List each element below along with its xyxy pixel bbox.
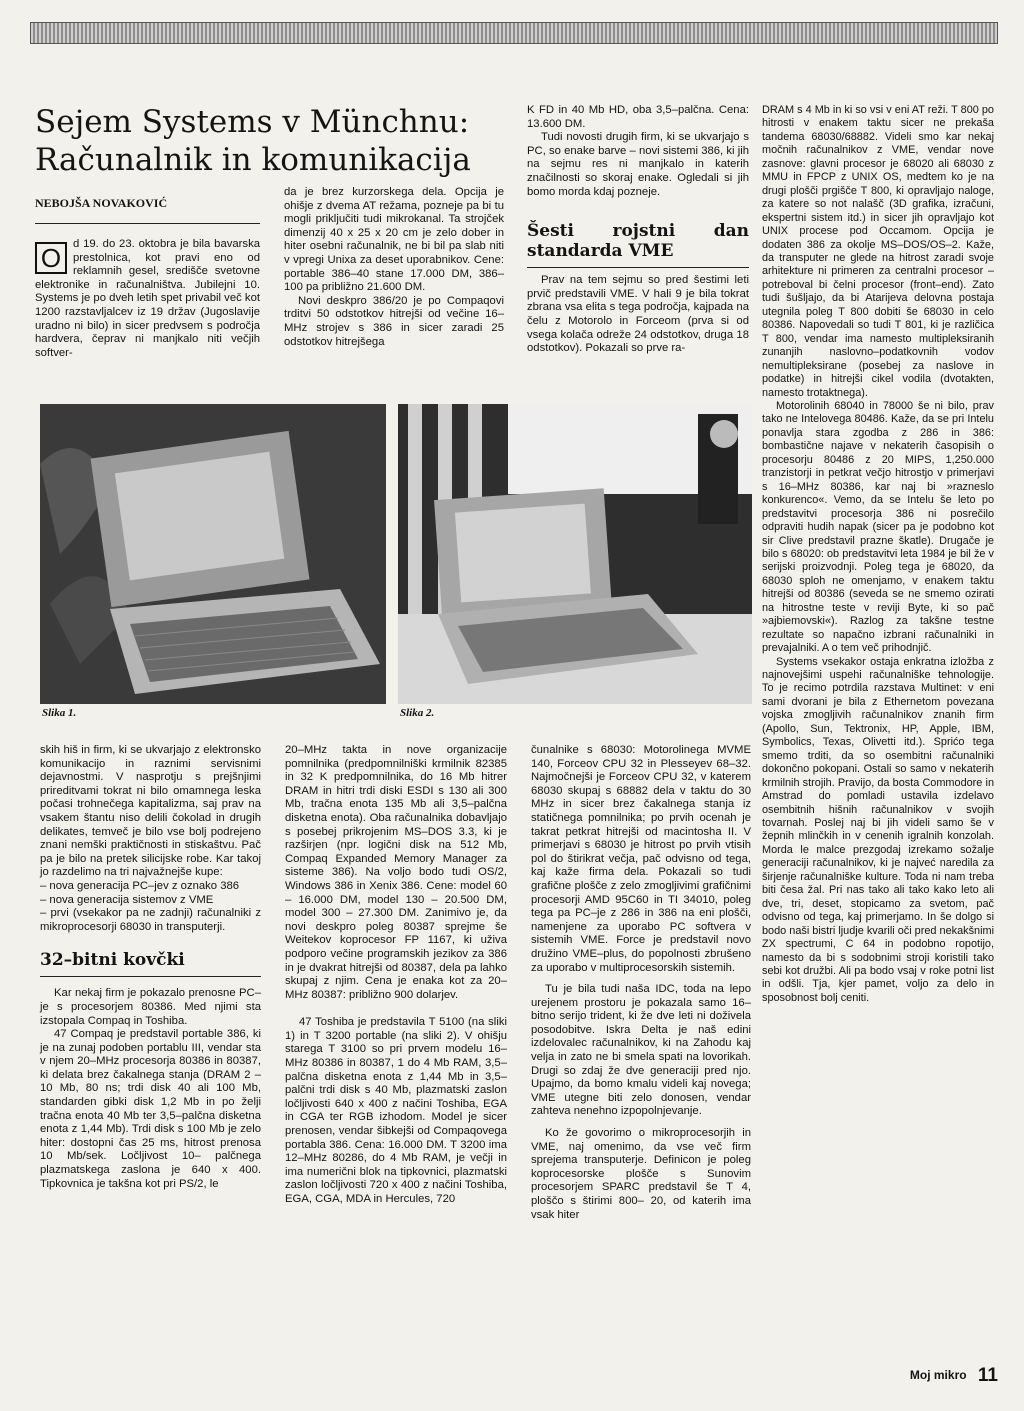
caption-figure-1: Slika 1. (42, 707, 77, 719)
page-number: 11 (977, 1365, 998, 1386)
list-item: – prvi (vsekakor pa ne zadnji) računalniki z mikroprocesorji 68030 in transputerji. (40, 907, 261, 933)
bottom-column-1 (40, 744, 261, 1191)
article-title (35, 103, 495, 179)
intro-paragraph: d 19. do 23. oktobra je bila bavarska prestolnica, kot pravi eno od reklamnih gesel, središče svetovne elektronike in računalništva. Jubilejni 10. Systems je po dveh letih spet privabil več kot 1200 razstavljalcev iz 19 držav (Jugoslavije uradno ni bilo) in sicer predvsem s področja hardvera, čeprav ni manjkalo niti večjih softver- (35, 238, 260, 359)
bottom-col1-paragraph-2: Kar nekaj firm je pokazalo prenosne PC–je s procesorjem 80386. Med njimi sta izstopala Compaq in Toshiba. (40, 987, 261, 1027)
bottom-col3-paragraph-1: čunalnike s 68030: Motorolinega MVME 140, Forceov CPU 32 in Plesseyev 68–32. Najmočnejši je Forceov CPU 32, v katerem 68030 skupaj s 68882 dela v taktu do 30 MHz in sicer brez čakalnega stanja iz statičnega pomnilnika; po prvih ocenah je takrat petkrat hitrejši od macintosha II. V primerjavi s 68030 je hitrost po prvih vtisih pol do štirikrat večja, pač odvisno od tega, kaj kaže firma dela. Pokazali so tudi grafične plošče z zelo zmogljivimi grafičnimi procesorji AMD 95C60 in TI 34010, poleg tega pa PC–je z 286 in 386 na eni plošči, namenjene za uporabo PC softvera v sistemih VME. Force je predstavil novo družino VME–plus, do popolnosti zbrušeno za uporabo v multiprocesorskih sistemih. (531, 744, 751, 974)
subheading-vme: Šesti rojstni dan standarda VME (527, 221, 749, 268)
column-4 (762, 104, 994, 1005)
bottom-column-3 (531, 744, 751, 1222)
photo-toshiba-t5100 (40, 404, 386, 704)
col3-paragraph-2: Tudi novosti drugih firm, ki se ukvarjajo s PC, so enake barve – novi sistemi 386, ki jih na sejmu res ni manjkalo in katerih značilnosti so skoraj enake. Ogledali si jih bomo morda kdaj pozneje. (527, 131, 749, 198)
list-item: – nova generacija PC–jev z oznako 386 (40, 879, 240, 892)
bottom-column-2 (285, 744, 507, 1207)
bottom-col1-paragraph-3: 47 Compaq je predstavil portable 386, ki je na zunaj podoben portablu III, vendar sta v njem 20–MHz procesorja 80386 in 80387, ki delata brez čakalnega stanja (DRAM 2 – 10 Mb, 80 ns; trdi disk 40 ali 100 Mb, standarden gibki disk 1,2 Mb in po želji tračna enota 40 Mb ter 3,5–palčna disketna enota z 1,44 Mb). Trdi disk s 100 Mb je zelo hiter: dostopni čas 25 ms, hitrost prenosa 10 Mb/sek. Ločljivost 10– palčnega plazmatskega zaslona je 640 x 400. Tipkovnica je takšna kot pri PS/2, le (40, 1028, 261, 1190)
decorative-top-bar (30, 22, 998, 44)
author-byline: NEBOJŠA NOVAKOVIĆ (35, 196, 260, 224)
category-list (40, 880, 261, 934)
laptop-illustration-1 (40, 404, 386, 704)
bottom-col3-paragraph-3: Ko že govorimo o mikroprocesorjih in VME, naj omenimo, da vse več firm sprejema transputerje. Definicon je poleg koprocesorske plošče s Sunovim procesorjem SPARC predstavil še T 4, ploščo s štirimi 800– 20, od katerih ima vsak hiter (531, 1127, 751, 1221)
subheading-32bit: 32–bitni kovčki (40, 950, 261, 977)
col3-paragraph-3: Prav na tem sejmu so pred šestimi leti prvič predstavili VME. V hali 9 je bila tokrat zbrana vsa elita s tega področja, kajpada na čelu z Motorolo in Forceom (prva si od vsega kolača odreže 24 odstotkov, druga 18 odstotkov). Pokazali so prve ra- (527, 274, 749, 355)
intro-column-1 (35, 238, 260, 360)
col4-paragraph-1: DRAM s 4 Mb in ki so vsi v eni AT reži. T 800 po hitrosti v enakem taktu sicer ne prekaša tandema 68030/68882. Videli smo kar nekaj močnih računalnikov z VME, vendar nove zasnove: glavni procesor je 68020 ali 68030 z MMU in FPCP z UNIX OS, medtem ko je na drugi plošči prgišče T 800, ki opravljajo naloge, za katere so not nalašč (3D grafika, izračuni, ekspertni sistem itd.) in sicer jih opravljajo kot UNIX procese pod Occamom. Opcija je dodaten 386 za okolje MS–DOS/OS–2. Kaže, da transputer ne glede na hitrost zaradi svoje arhitekture ni primeren za centralni procesor – potreboval bi čelni procesor (front–end). Zato tudi šušljajo, da bi Atarijeva delovna postaja utegnila poleg T 800 dobiti še 68030 in celo 80386. Napovedali so tudi T 801, ki je različica T 800, vendar ima namesto multipleksiranih zunanjih naslovno–podatkovnih vodov nemultipleksirane (posebej za naslove in podatke) in hitrejši cikel vodila (dvotakten, namesto trotaktnega). (762, 104, 994, 399)
col4-paragraph-2: Motorolinih 68040 in 78000 še ni bilo, prav tako ne Intelovega 80486. Kaže, da se pri Intelu ponavlja stara zgodba z 286 in 386: bombastične najave v nekaterih časopisih o procesorju 80486 z 20 MIPS, 1,250.000 tranzistorji in petkrat večjo hitrostjo v primerjavi s 16–MHz 80386, kar naj bi »razneslo konkurenco«. Vemo, da se Intelu še leto po predstavitvi procesorja 386 ni posrečilo odpraviti hudih napak (sicer pa je podobno kot sir Clive predstavil prazne škatle). Drugače je bilo s 68020: ob predstavitvi leta 1984 je bil že v serijski proizvodnji. Poleg tega je 68020, da 68030 sploh ne omenjamo, v enakem taktu hitrejši od 80386 (seveda se ne smemo ozirati na hitrostne teste v reviji Byte, ki so pač »ajbiemovski«). Razlog za takšne testne rezultate so napačno izbrani računalniki in prevajalniki. A o tem več prihodnjič. (762, 399, 994, 655)
drop-cap: O (35, 242, 67, 274)
intro-paragraph-2a: da je brez kurzorskega dela. Opcija je ohišje z dvema AT režama, pozneje pa bi tu mogli priključiti tudi mikrokanal. Ta strojček dimenzij 40 x 25 x 20 cm je zelo dober in hiter osebni računalnik, ne bi bil pa slab niti v vpregi Unixa za deset uporabnikov. Cene: portable 386–40 stane 17.000 DM, 386–100 pa približno 21.600 DM. (284, 186, 504, 294)
magazine-name: Moj mikro (909, 1368, 967, 1382)
bottom-col1-paragraph-1: skih hiš in firm, ki se ukvarjajo z elektronsko komunikacijo in raznimi servisnimi dejavnostmi. V nasprotju s prejšnjimi prireditvami tokrat ni bilo omamnega leska počasi trohnečega kapitalizma, saj prav na vsakem štantu niso delili čokolad in drugih delikates, temveč je bilo vse bolj podrejeno znani nemški praktičnosti in stiskaštvu. Pač pa je bilo na pretek silicijske robe. Kar takoj jo razdelimo na tri najvažnejše kupe: (40, 744, 261, 879)
bottom-col2-paragraph-2: 47 Toshiba je predstavila T 5100 (na sliki 1) in T 3200 portable (na sliki 2). V ohišju starega T 3100 so pri prvem modelu 16–MHz 80386 in 80387, 1 do 4 Mb RAM, 3,5–palčna disketna enota z 1,44 Mb in 3,5–palčni trdi disk s 40 Mb, plazmatski zaslon ločljivosti 640 x 400 z načini Toshiba, EGA in CGA ter RGB izhodom. Model je sicer prenosen, vendar šibkejši od Compaqovega portabla 386. Cena: 16.000 DM. T 3200 ima 12–MHz 80286, do 4 Mb RAM, je večji in ima numerični blok na tipkovnici, plazmatski zaslon ločljivosti 720 x 400 z načini Toshiba, EGA, CGA, MDA in Hercules, 720 (285, 1016, 507, 1205)
page-footer (910, 1365, 998, 1387)
title-line-1: Sejem Systems v Münchnu: (35, 104, 470, 140)
column-3-top (527, 104, 749, 356)
title-line-2: Računalnik in komunikacija (35, 142, 471, 178)
photo-toshiba-t3200 (398, 404, 752, 704)
bottom-col3-paragraph-2: Tu je bila tudi naša IDC, toda na lepo urejenem prostoru je pokazala samo 16–bitno serijo trident, ki že dve leti ni doživela posodobitve. Iskra Delta je naš edini izdelovalec računalnikov, ki na Zahodu kaj velja in zato ne bi smela spati na lovorikah. Drugi so zdaj že dve generaciji pred njo. Upajmo, da bomo kmalu videli kaj novega; VME utegne biti zelo donosen, vendar zahteva nenehno izpopolnjevanje. (531, 983, 751, 1118)
laptop-illustration-2 (398, 404, 752, 704)
col3-paragraph-1: K FD in 40 Mb HD, oba 3,5–palčna. Cena: 13.600 DM. (527, 104, 749, 130)
col4-paragraph-3: Systems vsekakor ostaja enkratna izložba z najnovejšimi uspehi računalniške tehnologije. To je recimo potrdila razstava Multinet: v eni sami dvorani je bila z Ethernetom povezana vojska zmogljivih računalnikov znanih firm (Apollo, Sun, Tektronix, HP, Apple, IBM, Symbolics, Texas, Olivetti itd.). Sprićo tega smemo trditi, da so osembitni računalniki dokončno pokopani. Ostali so samo v nekaterih krmilnih strojih. Pravijo, da bosta Commodore in Amstrad do pomladi ustavila izdelavo osembitnih hišnih računalnikov v svojih tovarnah. Poslej naj bi jih videli samo še v žepnih mlinčkih in v cenenih igralnih konzolah. Morda le malce prezgodaj izrekamo sožalje generaciji računalnikov, ki je najveć naredila za širjenje računalniške kulture. Toda ni nam treba biti česa žal. Pri nas tako ali tako kako leto ali dve, tri, deset, stopicamo za svetom, pač odvisno od tega, kaj primerjamo. In še dolgo si bodo naši bistri ljudje kvarili oči pred nekakšnimi ZX spectrumi, C 64 in podobno ropotijo, namesto da bi s sodobnimi stroji koristili tako sebi kot družbi. Ali pa bodo vsaj v roke potni list in odšli. Tja, kjer pamet, voljo za delo in sposobnost bolj ceniti. (762, 655, 994, 1004)
list-item: – nova generacija sistemov z VME (40, 893, 214, 906)
intro-column-2 (284, 186, 504, 349)
intro-paragraph-2b: Novi deskpro 386/20 je po Compaqovi trditvi 50 odstotkov hitrejši od večine 16–MHz strojev s 386 in sicer zaradi 25 odstotkov hitrejšega (284, 294, 504, 348)
bottom-col2-paragraph-1: 20–MHz takta in nove organizacije pomnilnika (predpomnilniški krmilnik 82385 in 32 K predpomnilnika, do 16 Mb hitrer DRAM in hitri trdi diski ESDI s 130 ali 300 Mb, tračna enota 135 Mb ali 3,5–palčna disketna enota). Oba računalnika dobavljajo s posebej prikrojenim MS–DOS 3.3, ki je razširjen (npr. logični disk na 512 Mb, Compaq Expanded Memory Manager za sisteme 386). Na voljo bodo tudi OS/2, Windows 386 in Xenix 386. Cene: model 60 – 16.000 DM, model 130 – 20.500 DM, model 300 – 27.300 DM. Zanimivo je, da novi deskpro poleg 80387 sprejme še Weitekov koprocesor FP 1167, ki uživa podporo večine programskih jezikov za 386 in je dvakrat hitrejši od 80387, dela pa lahko skupaj z njim. Cena je enaka kot za 20–MHz 80387: približno 900 dolarjev. (285, 744, 507, 1001)
caption-figure-2: Slika 2. (400, 707, 435, 719)
